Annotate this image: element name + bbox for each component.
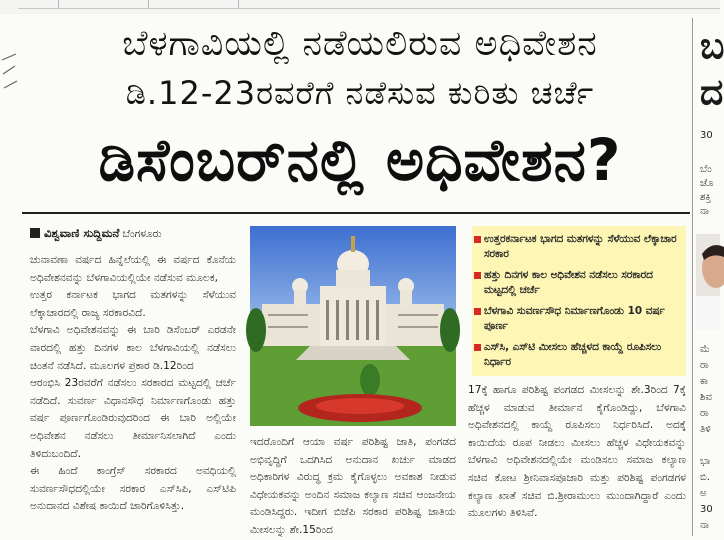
headline-divider [22,212,690,214]
ruler-tick [220,0,239,8]
byline [30,226,162,241]
paragraph: ಆರಂಭಿಸಿ 23ರವರೆಗೆ ನಡೆಸಲು ಸರಕಾರದ ಮಟ್ಟದಲ್ಲಿ ಚರ್ಚೆ ನಡೆದಿದೆ. ಸುವರ್ಣ ವಿಧಾನಸೌಧ ನಿರ್ಮಾಣಗೊಂಡು ಹತ್ತು ವರ್ಷ ಪೂರ್ಣಗೊಂಡಿರುವುದರಿಂದ ಈ ಬಾರಿ ಅಲ್ಲಿಯೇ ಅಧಿವೇಶನ ನಡೆಸಲು ತೀರ್ಮಾನಿಸಲಾಗಿದೆ ಎಂದು ತಿಳಿದುಬಂದಿದೆ. [30,377,236,460]
byline-name: ವಿಶ್ವವಾಣಿ ಸುದ್ದಿಮನೆ [44,226,120,240]
highlight-item: ಹತ್ತು ದಿನಗಳ ಕಾಲ ಅಧಿವೇಶನ ನಡೆಸಲು ಸರಕಾರದ ಮಟ್ಟದಲ್ಲಿ ಚರ್ಚೆ [484,268,680,298]
top-margin-bar [0,0,720,14]
margin-scribble [0,48,20,138]
paragraph: ಈ ಹಿಂದೆ ಕಾಂಗ್ರೆಸ್ ಸರಕಾರದ ಅವಧಿಯಲ್ಲಿ ಸುವರ್ಣಸೌಧದಲ್ಲಿಯೇ ಸರಕಾರ ಎಸ್‌ಸಿಪಿ, ಎಸ್‌ಟಿಪಿ ಅನುದಾನದ ವಿಶೇಷ ಕಾಯಿದೆ ಜಾರಿಗೊಳಿಸಿತ್ತು. [30,465,236,513]
bullet-icon [474,344,481,351]
article-column-1 [30,252,236,516]
bullet-icon [474,236,481,243]
highlight-item: ಉತ್ತರಕರ್ನಾಟಕ ಭಾಗದ ಮತಗಳನ್ನು ಸೆಳೆಯುವ ಲೆಕ್ಕಾಚಾರ ಸರಕಾರ [484,232,680,262]
highlights-box [472,226,686,376]
bullet-icon [474,308,481,315]
article-column-2 [250,434,456,540]
vidhana-soudha-photo [250,226,456,426]
ruler-tick [40,0,59,8]
person-photo [696,234,720,330]
paragraph: ಇದರೊಂದಿಗೆ ಆಯಾ ವರ್ಷ ಪರಿಶಿಷ್ಟ ಜಾತಿ, ಪಂಗಡದ ಅಭಿವೃದ್ಧಿಗೆ ಒದಗಿಸಿದ ಅನುದಾನ ಖರ್ಚು ಮಾಡದ ಅಧಿಕಾರಿಗಳ ವಿರುದ್ಧ ಕ್ರಮ ಕೈಗೊಳ್ಳಲು ಅವಕಾಶ ನೀಡುವ ವಿಧೇಯಕವನ್ನು ಅಂದಿನ ಸಮಾಜ ಕಲ್ಯಾಣ ಸಚಿವ ಆಂಜನೇಯ ಮಂಡಿಸಿದ್ದರು. ಇದೀಗ ಬಿಜೆಪಿ ಸರಕಾರ ಪರಿಶಿಷ್ಟ ಜಾತಿಯ ಮೀಸಲನ್ನು ಶೇ.15ರಿಂದ [250,436,456,536]
kicker-line-1: ಬೆಳಗಾವಿಯಲ್ಲಿ ನಡೆಯಲಿರುವ ಅಧಿವೇಶನ [122,24,598,64]
paragraph: ಉತ್ತರ ಕರ್ನಾಟಕ ಭಾಗದ ಮತಗಳನ್ನು ಸೆಳೆಯುವ ಲೆಕ್ಕಾಚಾರದಲ್ಲಿ ರಾಜ್ಯ ಸರಕಾರವಿದೆ. [30,289,236,319]
byline-logo-icon [30,228,40,238]
adjacent-headline-glyph: ದ [700,72,724,113]
adjacent-article-strip: ಬ ದ 30 ಬೆಂ ಜೊ ಶಕ್ತಿ ನಾ ಮೆ ರಾ ಕಾ ಶಿವ ರಾ ತಿಳಿ ಭಾ ಬಿ. ಅ 30 ನಾ [700,26,724,531]
top-rule [18,8,720,9]
column-divider [692,18,693,536]
adjacent-headline-glyph: ಬ [700,26,724,67]
article-column-3 [468,382,686,523]
byline-place: ಬೆಂಗಳೂರು [122,228,162,240]
bullet-icon [474,272,481,279]
main-headline: ಡಿಸೆಂಬರ್‌ನಲ್ಲಿ ಅಧಿವೇಶನ? [98,126,622,194]
ruler-tick [130,0,149,8]
paragraph: ಚುನಾವಣಾ ವರ್ಷದ ಹಿನ್ನೆಲೆಯಲ್ಲಿ ಈ ವರ್ಷದ ಕೊನೆಯ ಅಧಿವೇಶನವನ್ನು ಬೆಳಗಾವಿಯಲ್ಲಿಯೇ ನಡೆಸುವ ಮೂಲಕ, [30,254,236,284]
highlight-item: ಎಸ್‌ಸಿ, ಎಸ್‌ಟಿ ಮೀಸಲು ಹೆಚ್ಚಳದ ಕಾಯ್ದೆ ರೂಪಿಸಲು ನಿರ್ಧಾರ [484,340,680,370]
paragraph: ಬೆಳಗಾವಿ ಅಧಿವೇಶನವನ್ನು ಈ ಬಾರಿ ಡಿಸೆಂಬರ್ ಎರಡನೇ ವಾರದಲ್ಲಿ ಹತ್ತು ದಿನಗಳ ಕಾಲ ಬೆಳಗಾವಿಯಲ್ಲಿ ನಡೆಸಲು ಚಿಂತನೆ ನಡೆಸಿದೆ. ಮೂಲಗಳ ಪ್ರಕಾರ ಡಿ.12ರಿಂದ [30,324,236,372]
highlight-item: ಬೆಳಗಾವಿ ಸುವರ್ಣಸೌಧ ನಿರ್ಮಾಣಗೊಂಡು 10 ವರ್ಷ ಪೂರ್ಣ [484,304,680,334]
paragraph: 17ಕ್ಕೆ ಹಾಗೂ ಪರಿಶಿಷ್ಟ ಪಂಗಡದ ಮೀಸಲನ್ನು ಶೇ.3ರಿಂದ 7ಕ್ಕೆ ಹೆಚ್ಚಳ ಮಾಡುವ ತೀರ್ಮಾನ ಕೈಗೊಂಡಿದ್ದು, ಬೆಳಗಾವಿ ಅಧಿವೇಶನದಲ್ಲಿ ಕಾಯ್ದೆ ರೂಪಿಸಲು ನಿರ್ಧರಿಸಿದೆ. ಅದಕ್ಕೆ ಕಾಯಿದೆಯ ರೂಪ ನೀಡಲು ಮೀಸಲು ಹೆಚ್ಚಳ ವಿಧೇಯಕವನ್ನು ಬೆಳಗಾವಿ ಅಧಿವೇಶನದಲ್ಲಿಯೇ ಮಂಡಿಸಲು ಸಮಾಜ ಕಲ್ಯಾಣ ಸಚಿವ ಕೋಟ ಶ್ರೀನಿವಾಸಪೂಜಾರಿ ಮತ್ತು ಪರಿಶಿಷ್ಟ ಪಂಗಡಗಳ ಕಲ್ಯಾಣ ಖಾತೆ ಸಚಿವ ಬಿ.ಶ್ರೀರಾಮುಲು ಮುಂದಾಗಿದ್ದಾರೆ ಎಂದು ಮೂಲಗಳು ತಿಳಿಸಿವೆ. [468,384,686,520]
kicker-line-2: ಡಿ.12-23ರವರೆಗೆ ನಡೆಸುವ ಕುರಿತು ಚರ್ಚೆ [125,74,595,112]
